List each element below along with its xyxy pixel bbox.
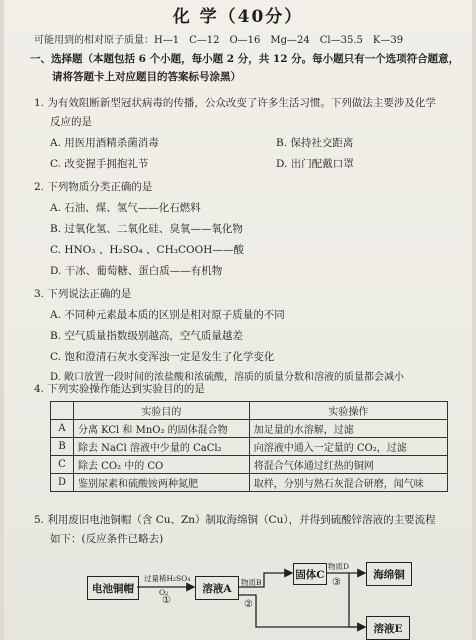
q2-option-b: B. 过氧化氢、二氧化硅、臭氧——氧化物: [50, 223, 243, 235]
q2-option-a: A. 石油、煤、氢气——化石燃料: [50, 202, 201, 214]
label-step-2: ②: [244, 599, 253, 610]
table-cell-label: D: [51, 474, 74, 492]
label-step-3: ③: [332, 577, 341, 588]
q4-experiment-table: [50, 401, 448, 492]
table-header-cell: [51, 402, 74, 420]
table-row: [51, 420, 448, 438]
table-header-row: [51, 402, 448, 420]
q1-option-c: C. 改变握手拥抱礼节: [50, 158, 149, 170]
q1-option-a: A. 用医用酒精杀菌消毒: [50, 137, 159, 149]
q1-option-d: D. 出门配戴口罩: [276, 158, 354, 170]
table-cell-operation: 加足量的水溶解，过滤: [249, 420, 447, 438]
box-battery-cap: 电池铜帽: [87, 576, 139, 600]
q5-stem: 5. 利用废旧电池铜帽（含 Cu、Zn）制取海绵铜（Cu），并得到硫酸锌溶液的主要流程: [34, 514, 436, 526]
label-material-d: 物质D: [328, 562, 350, 571]
table-row: [51, 474, 448, 492]
q1-option-b: B. 保持社交距离: [276, 137, 354, 149]
box-solution-e: 溶液E: [366, 616, 410, 640]
table-cell-purpose: 鉴别尿素和硫酸铵两种氮肥: [74, 474, 250, 492]
table-row: [51, 456, 448, 474]
q4-stem: 4. 下列实验操作能达到实验目的的是: [34, 383, 205, 395]
label-excess-acid: 过量稀H₂SO₄: [144, 574, 191, 583]
table-cell-purpose: 除去 NaCl 溶液中少量的 CaCl₂: [74, 438, 250, 456]
q1-stem: 1. 为有效阻断新型冠状病毒的传播，公众改变了许多生活习惯。下列做法主要涉及化学: [34, 97, 436, 109]
q3-option-c: C. 饱和澄清石灰水变浑浊一定是发生了化学变化: [50, 351, 275, 363]
table-row: [51, 438, 448, 456]
q3-stem: 3. 下列说法正确的是: [34, 288, 132, 300]
box-solid-c: 固体C: [293, 563, 327, 585]
table-cell-label: A: [51, 420, 74, 438]
label-step-1: ①: [162, 595, 171, 606]
label-material-b: 物质B: [241, 578, 262, 587]
box-sponge-copper: 海绵铜: [366, 562, 412, 586]
table-cell-purpose: 分离 KCl 和 MnO₂ 的固体混合物: [74, 420, 250, 438]
section1-heading: 一、选择题（本题包括 6 个小题，每小题 2 分，共 12 分。每小题只有一个选项符合题意，: [30, 53, 460, 65]
table-header-cell: 实验操作: [249, 402, 447, 420]
arrow-branch-to-e: [349, 573, 365, 627]
q2-option-d: D. 干冰、葡萄糖、蛋白质——有机物: [50, 265, 223, 277]
section1-heading-2: 请将答题卡上对应题目的答案标号涂黑）: [52, 71, 241, 83]
arrow-a-to-e: [238, 595, 365, 627]
page-title: 化 学（40分）: [172, 7, 304, 27]
atomic-masses: 可能用到的相对原子质量：H—1 C—12 O—16 Mg—24 Cl—35.5 K—39: [34, 35, 404, 46]
q2-stem: 2. 下列物质分类正确的是: [34, 181, 153, 193]
table-cell-label: B: [51, 438, 74, 456]
label-o2: O₂: [159, 588, 169, 597]
exam-paper: [4, 0, 472, 640]
table-cell-operation: 向溶液中通入一定量的 CO₂，过滤: [249, 438, 447, 456]
q3-option-b: B. 空气质量指数级别越高，空气质量越差: [50, 330, 243, 342]
table-cell-label: C: [51, 456, 74, 474]
box-solution-a: 溶液A: [195, 576, 239, 600]
process-flow-diagram: [4, 555, 472, 640]
q3-option-d: D. 敞口放置一段时间的浓盐酸和浓硫酸，溶质的质量分数和溶液的质量都会减小: [50, 372, 405, 383]
table-cell-operation: 将混合气体通过红热的铜网: [249, 456, 447, 474]
q1-stem-2: 反应的是: [50, 116, 92, 128]
q5-stem-2: 如下：(反应条件已略去): [50, 533, 164, 545]
table-cell-operation: 取样，分别与熟石灰混合研磨，闻气味: [249, 474, 447, 492]
q3-option-a: A. 不同种元素最本质的区别是相对原子质量的不同: [50, 309, 285, 321]
table-header-cell: 实验目的: [74, 402, 250, 420]
q2-option-c: C. HNO₃ 、H₂SO₄ 、CH₃COOH——酸: [50, 244, 244, 256]
table-cell-purpose: 除去 CO₂ 中的 CO: [74, 456, 250, 474]
